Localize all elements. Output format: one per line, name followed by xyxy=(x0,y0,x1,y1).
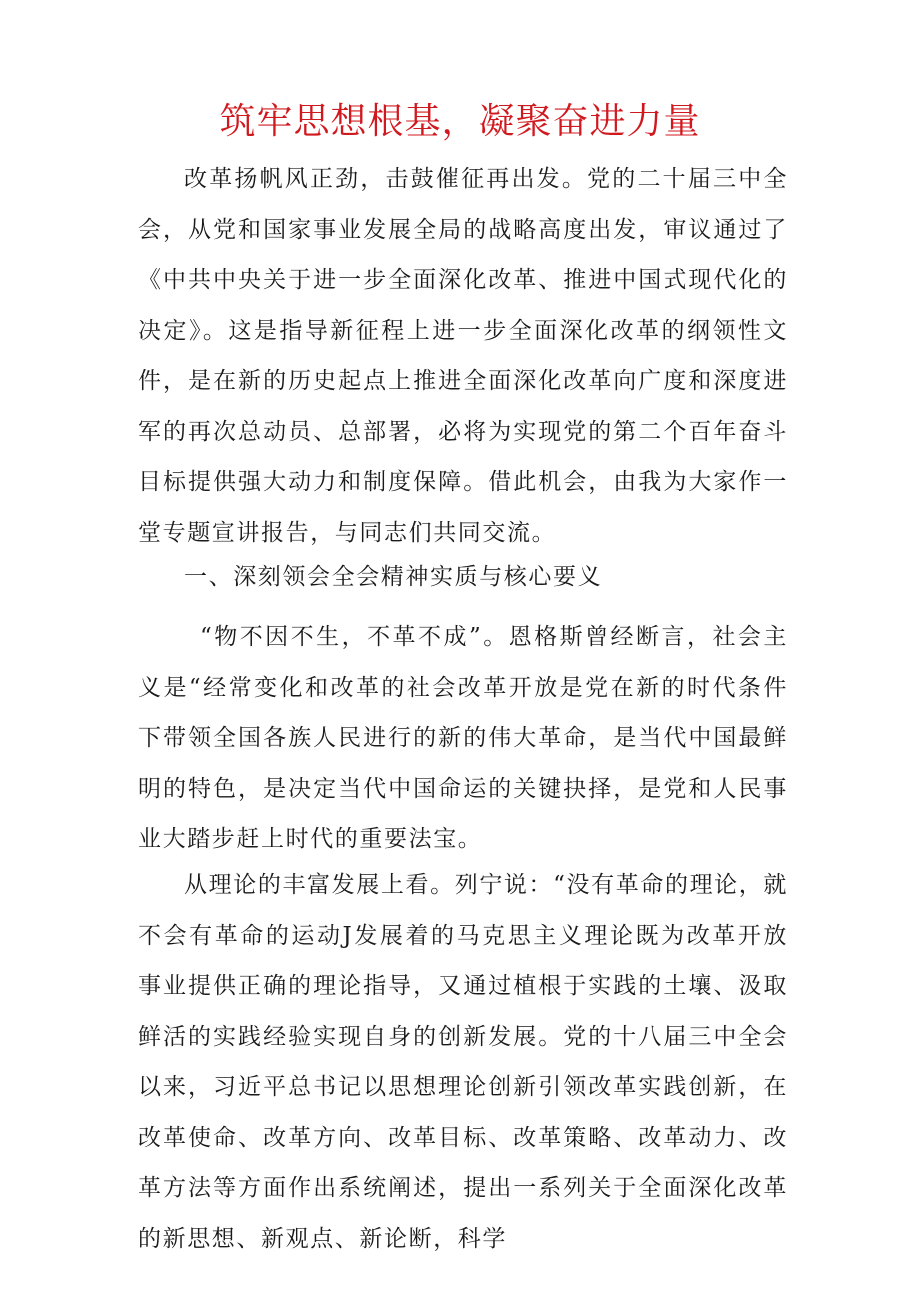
theory-paragraph: 从理论的丰富发展上看。列宁说：“没有革命的理论，就不会有革命的运动J发展着的马克思主义理论既为改革开放事业提供正确的理论指导，又通过植根于实践的土壤、汲取鲜活的实践经验实现自身的创新发展。党的十八届三中全会以来，习近平总书记以思想理论创新引领改革实践创新，在改革使命、改革方向、改革目标、改革策略、改革动力、改革方法等方面作出系统阐述，提出一系列关于全面深化改革的新思想、新观点、新论断，科学 xyxy=(138,872,788,1252)
intro-paragraph: 改革扬帆风正劲，击鼓催征再出发。党的二十届三中全会，从党和国家事业发展全局的战略高度出发，审议通过了《中共中央关于进一步全面深化改革、推进中国式现代化的决定》。这是指导新征程上进一步全面深化改革的纲领性文件，是在新的历史起点上推进全面深化改革向广度和深度进军的再次总动员、总部署，必将为实现党的第二个百年奋斗目标提供强大动力和制度保障。借此机会，由我为大家作一堂专题宣讲报告，与同志们共同交流。 xyxy=(138,166,788,546)
quote-paragraph: “物不因不生，不革不成”。恩格斯曾经断言，社会主义是“经常变化和改革的社会改革开放是党在新的时代条件下带领全国各族人民进行的新的伟大革命，是当代中国最鲜明的特色，是决定当代中国命运的关键抉择，是党和人民事业大踏步赶上时代的重要法宝。 xyxy=(138,624,788,852)
section-heading: 一、深刻领会全会精神实质与核心要义 xyxy=(184,564,603,590)
document-title: 筑牢思想根基，凝聚奋进力量 xyxy=(219,101,701,142)
